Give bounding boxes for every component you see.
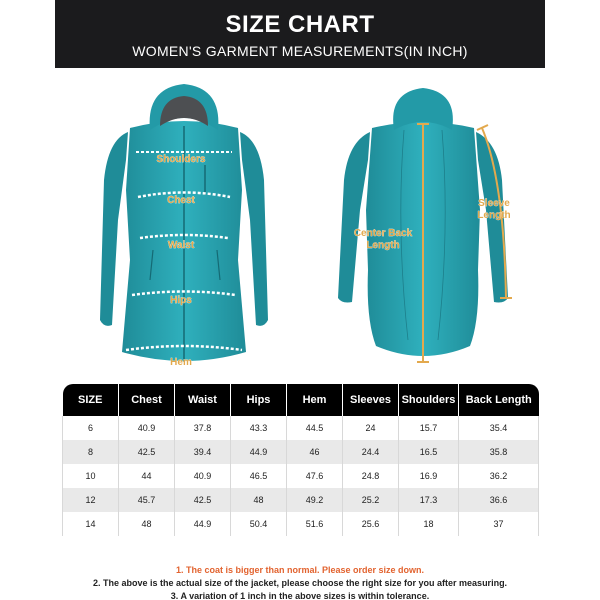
hem-label: Hem <box>170 357 192 368</box>
table-cell: 14 <box>63 512 119 536</box>
note-tolerance: 3. A variation of 1 inch in the above sizes is within tolerance. <box>170 591 430 600</box>
table-cell: 44 <box>119 464 175 488</box>
table-cell: 49.2 <box>287 488 343 512</box>
waist-label: Waist <box>167 240 195 251</box>
column-header-back-length: Back Length <box>459 384 539 416</box>
table-cell: 10 <box>63 464 119 488</box>
column-header-shoulders: Shoulders <box>399 384 459 416</box>
table-cell: 42.5 <box>175 488 231 512</box>
table-cell: 17.3 <box>399 488 459 512</box>
jacket-illustration <box>0 70 600 370</box>
sleeve-length-label-line1: Sleeve <box>478 198 510 209</box>
table-cell: 47.6 <box>287 464 343 488</box>
page-title: SIZE CHART <box>225 11 375 38</box>
table-cell: 46 <box>287 440 343 464</box>
table-cell: 35.8 <box>459 440 539 464</box>
table-cell: 51.6 <box>287 512 343 536</box>
table-cell: 46.5 <box>231 464 287 488</box>
table-row <box>63 488 539 512</box>
table-cell: 44.9 <box>231 440 287 464</box>
front-jacket <box>100 84 268 368</box>
title-banner <box>55 0 545 68</box>
sleeve-length-label-line2: Length <box>477 210 511 221</box>
table-cell: 37.8 <box>175 416 231 440</box>
size-table <box>62 384 539 536</box>
table-cell: 45.7 <box>119 488 175 512</box>
table-cell: 24.4 <box>343 440 399 464</box>
column-header-waist: Waist <box>175 384 231 416</box>
table-cell: 35.4 <box>459 416 539 440</box>
chest-label: Chest <box>167 195 195 206</box>
table-cell: 24.8 <box>343 464 399 488</box>
table-cell: 48 <box>231 488 287 512</box>
back-jacket <box>338 88 512 362</box>
column-header-hips: Hips <box>231 384 287 416</box>
table-cell: 37 <box>459 512 539 536</box>
column-header-hem: Hem <box>287 384 343 416</box>
table-cell: 8 <box>63 440 119 464</box>
column-header-chest: Chest <box>119 384 175 416</box>
table-cell: 16.9 <box>399 464 459 488</box>
note-size-down: 1. The coat is bigger than normal. Please order size down. <box>175 565 425 575</box>
notes <box>0 564 600 600</box>
table-cell: 16.5 <box>399 440 459 464</box>
table-cell: 39.4 <box>175 440 231 464</box>
table-cell: 44.5 <box>287 416 343 440</box>
table-cell: 50.4 <box>231 512 287 536</box>
table-row <box>63 440 539 464</box>
table-row <box>63 464 539 488</box>
table-cell: 40.9 <box>119 416 175 440</box>
shoulders-label: Shoulders <box>156 154 206 165</box>
column-header-size: SIZE <box>63 384 119 416</box>
table-cell: 18 <box>399 512 459 536</box>
table-cell: 25.2 <box>343 488 399 512</box>
table-cell: 40.9 <box>175 464 231 488</box>
table-cell: 12 <box>63 488 119 512</box>
table-cell: 48 <box>119 512 175 536</box>
center-back-length-label-line1: Center Back <box>353 228 413 239</box>
table-row <box>63 416 539 440</box>
note-actual-size: 2. The above is the actual size of the jacket, please choose the right size for you after measuring. <box>92 578 508 588</box>
table-cell: 36.6 <box>459 488 539 512</box>
table-cell: 24 <box>343 416 399 440</box>
table-cell: 43.3 <box>231 416 287 440</box>
table-cell: 42.5 <box>119 440 175 464</box>
table-cell: 44.9 <box>175 512 231 536</box>
table-row <box>63 512 539 536</box>
table-cell: 36.2 <box>459 464 539 488</box>
page-subtitle: WOMEN'S GARMENT MEASUREMENTS(IN INCH) <box>132 43 468 59</box>
column-header-sleeves: Sleeves <box>343 384 399 416</box>
table-header-row <box>63 384 539 416</box>
table-cell: 25.6 <box>343 512 399 536</box>
table-cell: 6 <box>63 416 119 440</box>
center-back-length-label-line2: Length <box>366 240 400 251</box>
hips-label: Hips <box>170 295 192 306</box>
table-cell: 15.7 <box>399 416 459 440</box>
